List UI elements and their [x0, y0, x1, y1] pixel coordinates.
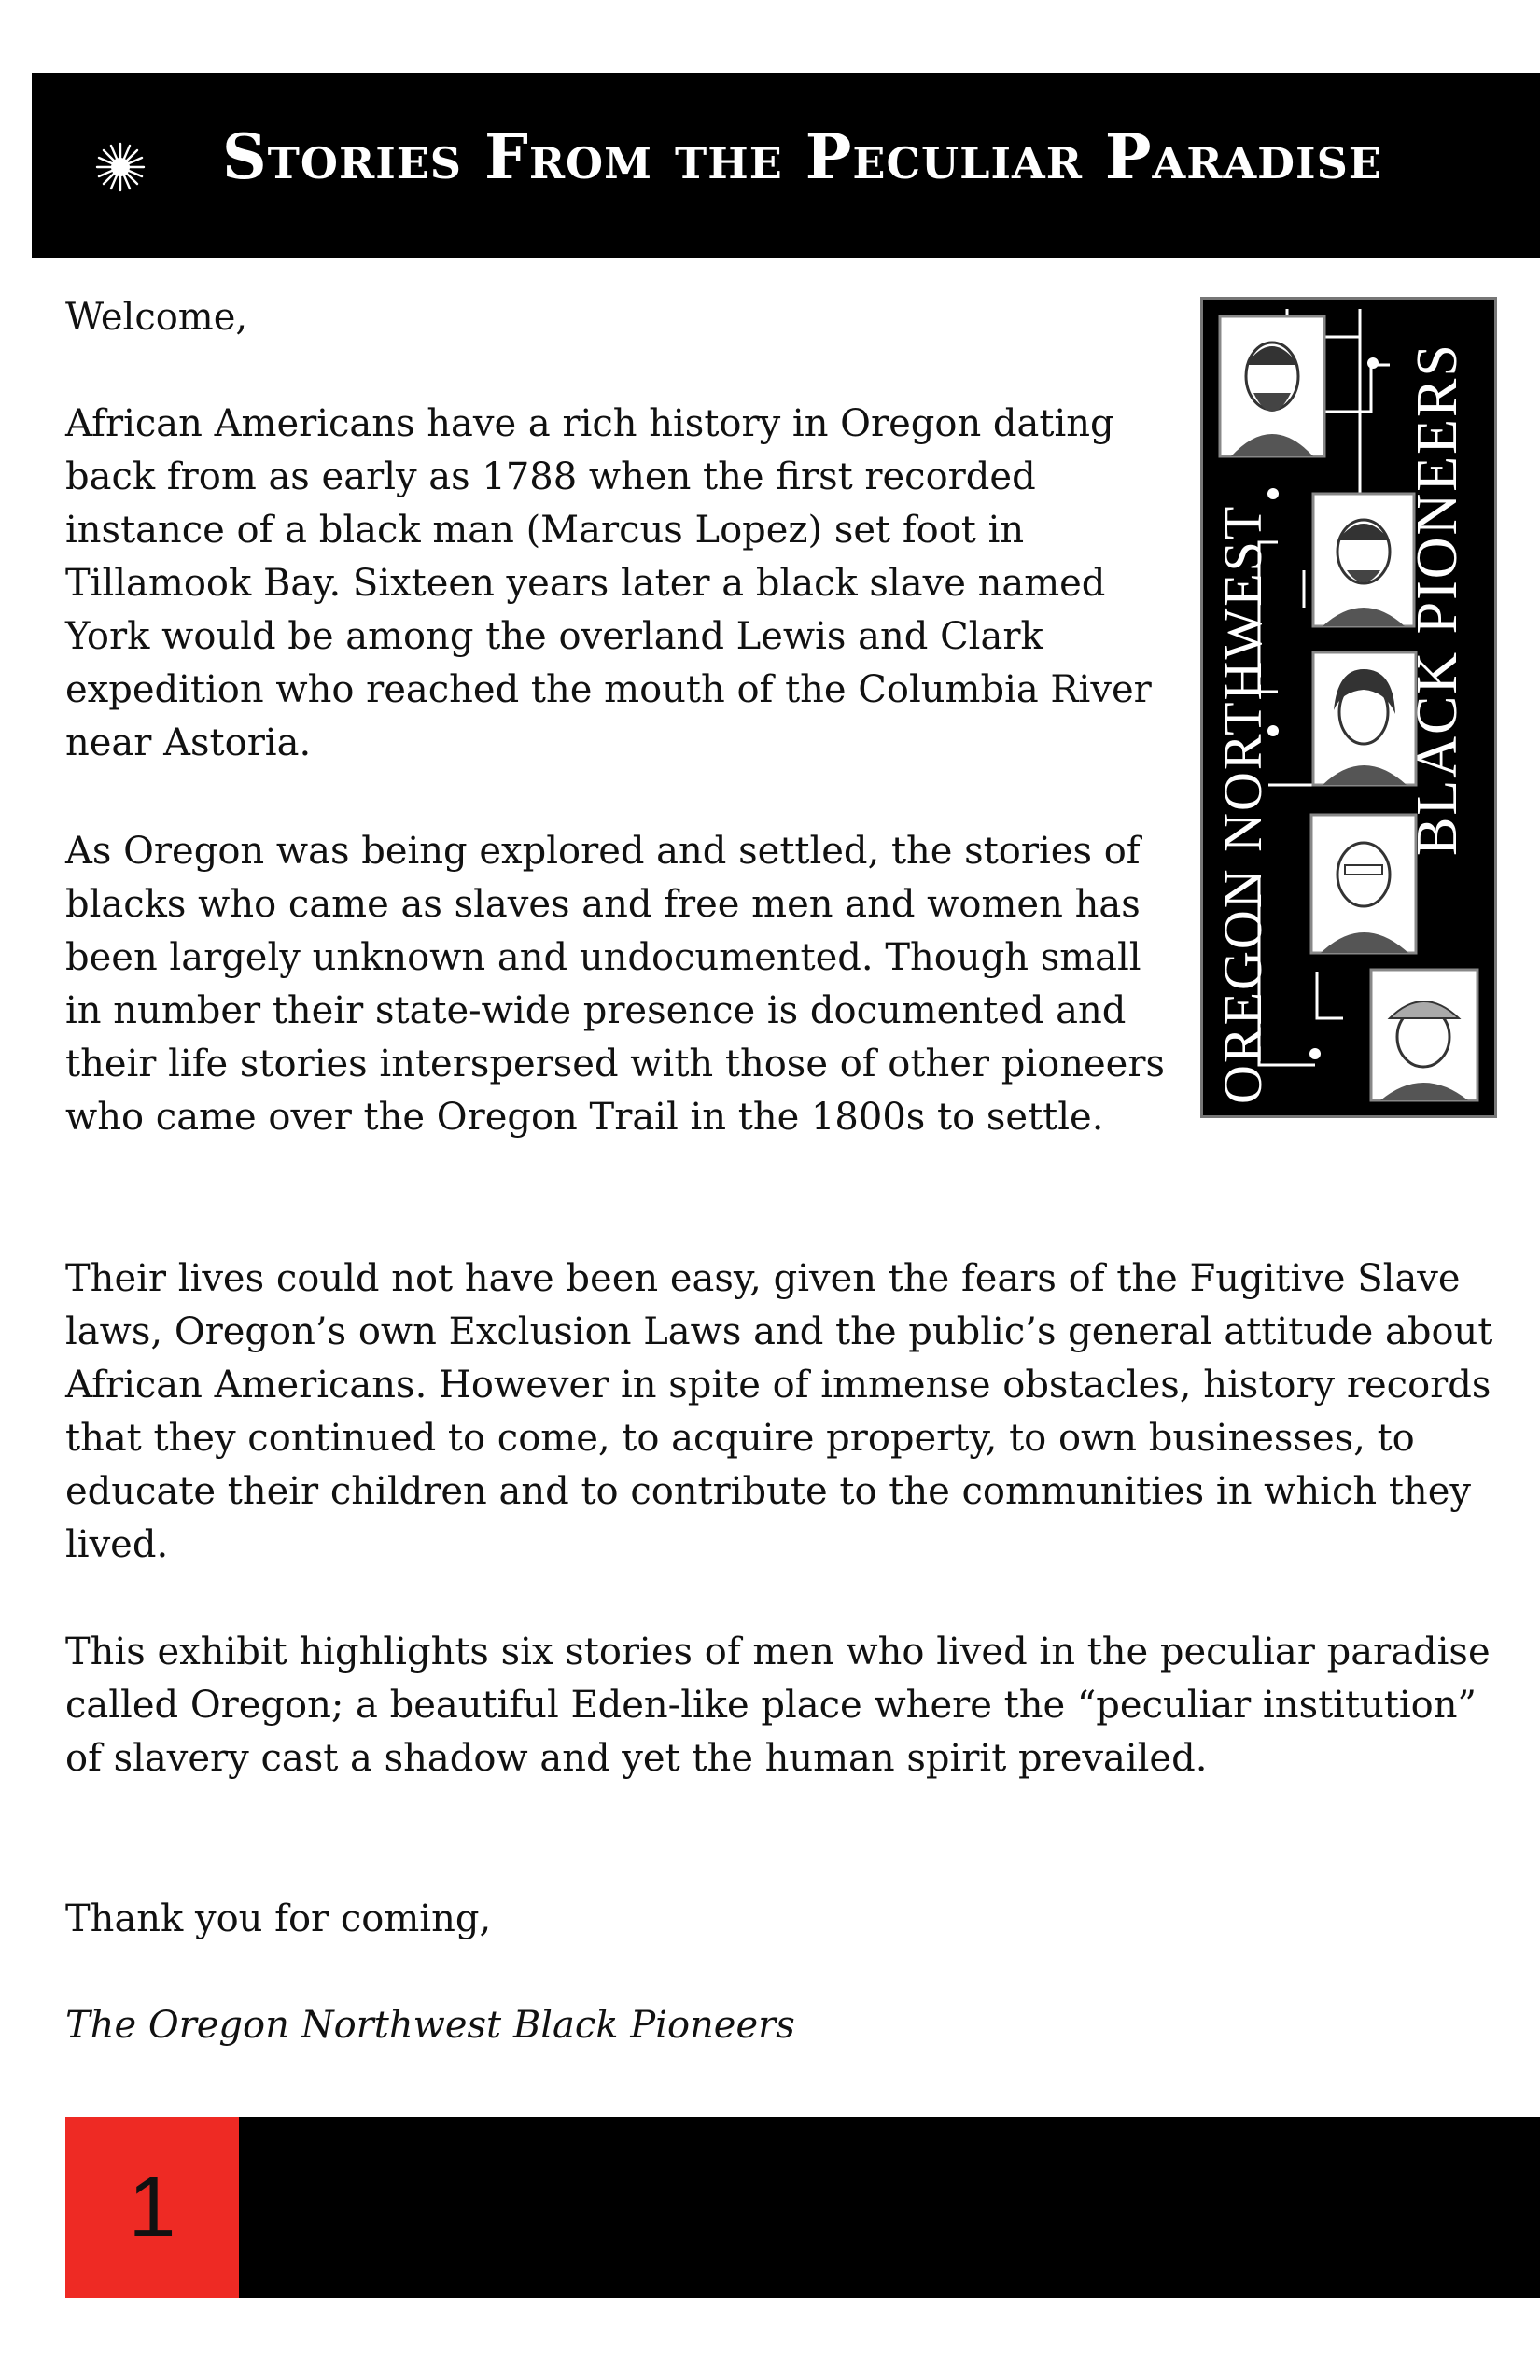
page-number: 1 — [128, 2160, 176, 2255]
page-title: Stories From the Peculiar Paradise — [222, 120, 1382, 193]
paragraph-4: This exhibit highlights six stories of men who lived in the peculiar paradise called Oregon; a beautiful Eden-like place where the “peculiar institution” of slavery cast a shadow and yet the human spirit prevailed. — [65, 1631, 1491, 1780]
signature: The Oregon Northwest Black Pioneers — [65, 2004, 795, 2047]
greeting: Welcome, — [65, 296, 248, 339]
sun-icon — [95, 142, 146, 192]
portrait-3 — [1313, 652, 1416, 785]
paragraph-3: Their lives could not have been easy, given the fears of the Fugitive Slave laws, Oregon’s own Exclusion Laws and the public’s general attitude about African Americans. However in spite of immense obstacles, history records that they continued to come, to acquire property, to own businesses, to educate their children and to contribute to the communities in which they lived. — [65, 1257, 1493, 1566]
logo-title-line1: OREGON NORTHWEST — [1212, 504, 1273, 1104]
paragraph-1: African Americans have a rich history in Oregon dating back from as early as 1788 when the first recorded instance of a black man (Marcus Lopez) set foot in Tillamook Bay. Sixteen years later a black slave named York would be among the overland Lewis and Clark expedition who reached the mouth of the Columbia River near Astoria. — [65, 402, 1152, 764]
portrait-1 — [1220, 316, 1324, 456]
footer-bar — [65, 2117, 1540, 2298]
paragraph-2: As Oregon was being explored and settled, the stories of blacks who came as slaves and free men and women has been largely unknown and undocumented. Though small in number their state-wide presence is documented and their life stories interspersed with those of other pioneers who came over the Oregon Trail in the 1800s to settle. — [65, 830, 1165, 1139]
portrait-4 — [1311, 815, 1416, 953]
portrait-5 — [1371, 970, 1477, 1100]
portrait-2 — [1313, 494, 1414, 626]
closing: Thank you for coming, — [65, 1897, 492, 1940]
logo-title-line2: BLACK PIONEERS — [1406, 343, 1469, 856]
pioneers-logo — [1200, 297, 1497, 1118]
